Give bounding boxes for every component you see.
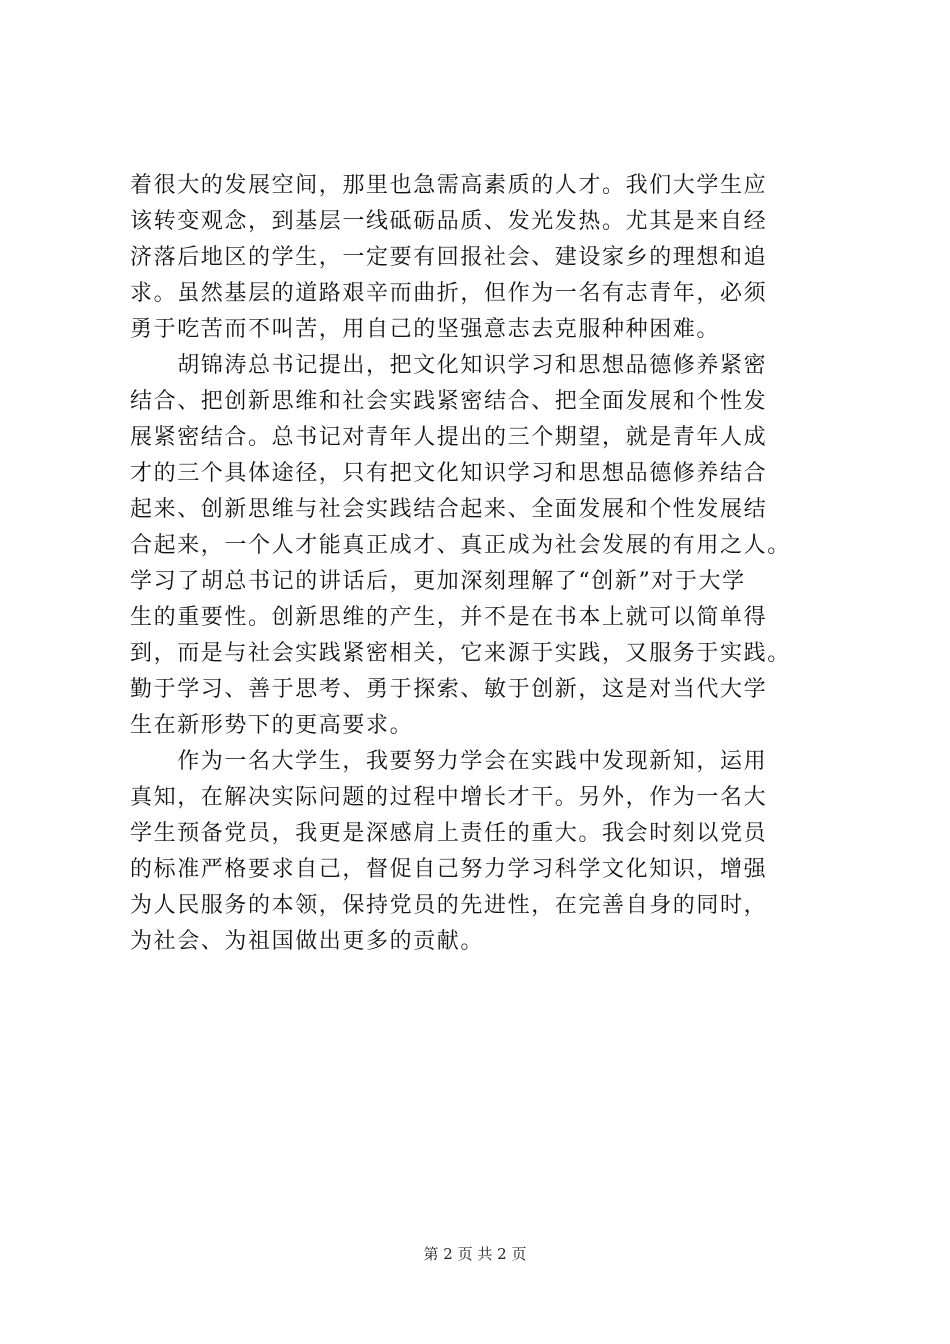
text-line: 作为一名大学生，我要努力学会在实践中发现新知，运用	[130, 749, 768, 774]
text-line: 生在新形势下的更高要求。	[130, 713, 414, 738]
text-line: 到，而是与社会实践紧密相关，它来源于实践，又服务于实践。	[130, 641, 791, 666]
text-line: 济落后地区的学生，一定要有回报社会、建设家乡的理想和追	[130, 245, 768, 270]
text-line: 才的三个具体途径，只有把文化知识学习和思想品德修养结合	[130, 461, 768, 486]
text-line: 展紧密结合。总书记对青年人提出的三个期望，就是青年人成	[130, 425, 768, 450]
text-line: 学习了胡总书记的讲话后，更加深刻理解了“创新”对于大学	[130, 569, 746, 594]
paragraph-2	[130, 348, 860, 744]
text-line: 求。虽然基层的道路艰辛而曲折，但作为一名有志青年，必须	[130, 281, 768, 306]
text-line: 着很大的发展空间，那里也急需高素质的人才。我们大学生应	[130, 173, 768, 198]
paragraph-1	[130, 168, 860, 348]
text-line: 为人民服务的本领，保持党员的先进性，在完善自身的同时，	[130, 893, 768, 918]
text-line: 胡锦涛总书记提出，把文化知识学习和思想品德修养紧密	[130, 353, 768, 378]
text-line: 结合、把创新思维和社会实践紧密结合、把全面发展和个性发	[130, 389, 768, 414]
text-line: 的标准严格要求自己，督促自己努力学习科学文化知识，增强	[130, 857, 768, 882]
text-line: 勇于吃苦而不叫苦，用自己的坚强意志去克服种种困难。	[130, 317, 721, 342]
text-line: 合起来，一个人才能真正成才、真正成为社会发展的有用之人。	[130, 533, 791, 558]
paragraph-3	[130, 744, 860, 960]
text-line: 起来、创新思维与社会实践结合起来、全面发展和个性发展结	[130, 497, 768, 522]
document-body	[130, 168, 860, 960]
text-line: 勤于学习、善于思考、勇于探索、敏于创新，这是对当代大学	[130, 677, 768, 702]
page-number-footer: 第 2 页 共 2 页	[423, 1245, 527, 1263]
text-line: 为社会、为祖国做出更多的贡献。	[130, 929, 485, 954]
text-line: 该转变观念，到基层一线砥砺品质、发光发热。尤其是来自经	[130, 209, 768, 234]
text-line: 学生预备党员，我更是深感肩上责任的重大。我会时刻以党员	[130, 821, 768, 846]
text-line: 真知，在解决实际问题的过程中增长才干。另外，作为一名大	[130, 785, 768, 810]
text-line: 生的重要性。创新思维的产生，并不是在书本上就可以简单得	[130, 605, 768, 630]
